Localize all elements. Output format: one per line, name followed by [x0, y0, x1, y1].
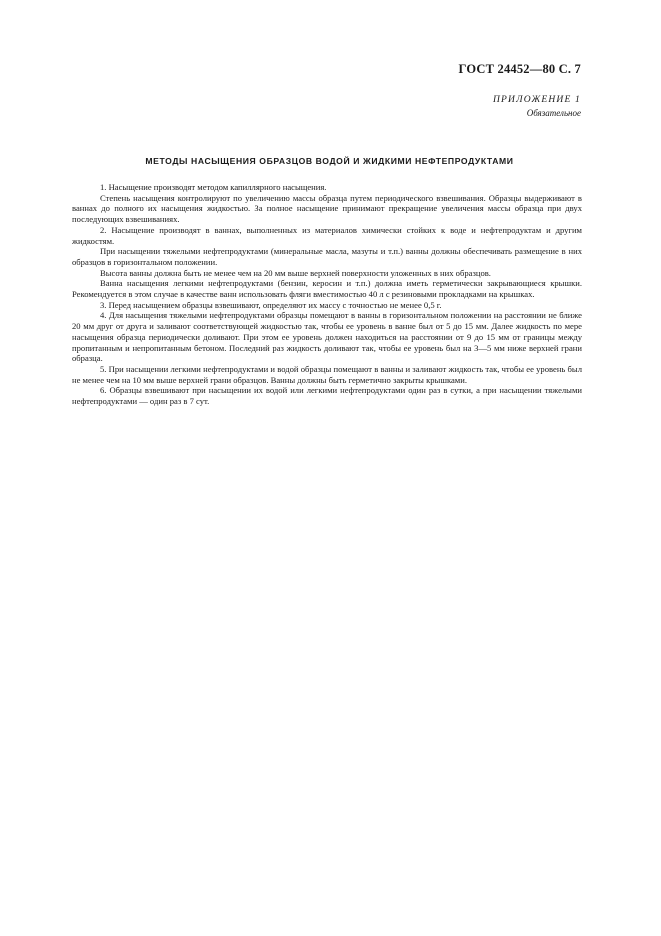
- paragraph-5: Высота ванны должна быть не менее чем на 20 мм выше верхней поверхности уложенных в них образцов.: [100, 267, 491, 278]
- appendix-block: [493, 94, 581, 120]
- document-body: [72, 182, 582, 407]
- paragraph-1: 1. Насыщение производят методом капиллярного насыщения.: [100, 182, 327, 192]
- document-title: МЕТОДЫ НАСЫЩЕНИЯ ОБРАЗЦОВ ВОДОЙ И ЖИДКИМИ НЕФТЕПРОДУКТАМИ: [145, 156, 514, 166]
- paragraph-8: 4. Для насыщения тяжелыми нефтепродуктами образцы помещают в ванны в горизонтальном положении на расстоянии не ближе 20 мм друг от друга и заливают соответствующей жидкостью так, чтобы ее уровень в ванне был от 5 до 15 мм. Далее жидкость по мере насыщения образца периодически доливают. При этом ее уровень должен находиться на расстоянии от 9 до 15 мм от границы между пропитанным и непропитанным бетоном. Последний раз жидкость доливают так, чтобы ее уровень был на 3—5 мм ниже верхней грани образца.: [72, 310, 582, 364]
- appendix-subtitle: Обязательное: [526, 108, 581, 118]
- paragraph-10: 6. Образцы взвешивают при насыщении их водой или легкими нефтепродуктами один раз в сутки, а при насыщении тяжелыми нефтепродуктами — один раз в 7 сут.: [72, 385, 582, 407]
- page-header-standard: ГОСТ 24452—80 С. 7: [458, 62, 581, 76]
- paragraph-3: 2. Насыщение производят в ваннах, выполненных из материалов химически стойких к воде и нефтепродуктам и другим жидкостям.: [72, 224, 582, 246]
- paragraph-4: При насыщении тяжелыми нефтепродуктами (минеральные масла, мазуты и т.п.) ванны должны обеспечивать размещение в них образцов в горизонтальном положении.: [72, 246, 582, 267]
- paragraph-9: 5. При насыщении легкими нефтепродуктами и водой образцы помещают в ванны и заливают жидкость так, чтобы ее уровень был не менее чем на 10 мм выше верхней грани образцов. Ванны должны быть герметично закрыты крышками.: [72, 363, 582, 385]
- paragraph-7: 3. Перед насыщением образцы взвешивают, определяют их массу с точностью не менее 0,5 г.: [100, 299, 442, 310]
- paragraph-6: Ванна насыщения легкими нефтепродуктами (бензин, керосин и т.п.) должна иметь герметически закрывающиеся крышки. Рекомендуется в этом случае в качестве ванн использовать фляги вместимостью 40 л с резиновыми прокладками на крышках.: [72, 278, 582, 300]
- appendix-title: ПРИЛОЖЕНИЕ 1: [492, 95, 581, 105]
- paragraph-2: Степень насыщения контролируют по увеличению массы образца путем периодического взвешивания. Образцы выдерживают в ваннах до полного их насыщения жидкостью. За полное насыщение принимают прекращение увеличения массы образца при двух последующих взвешиваниях.: [72, 192, 582, 225]
